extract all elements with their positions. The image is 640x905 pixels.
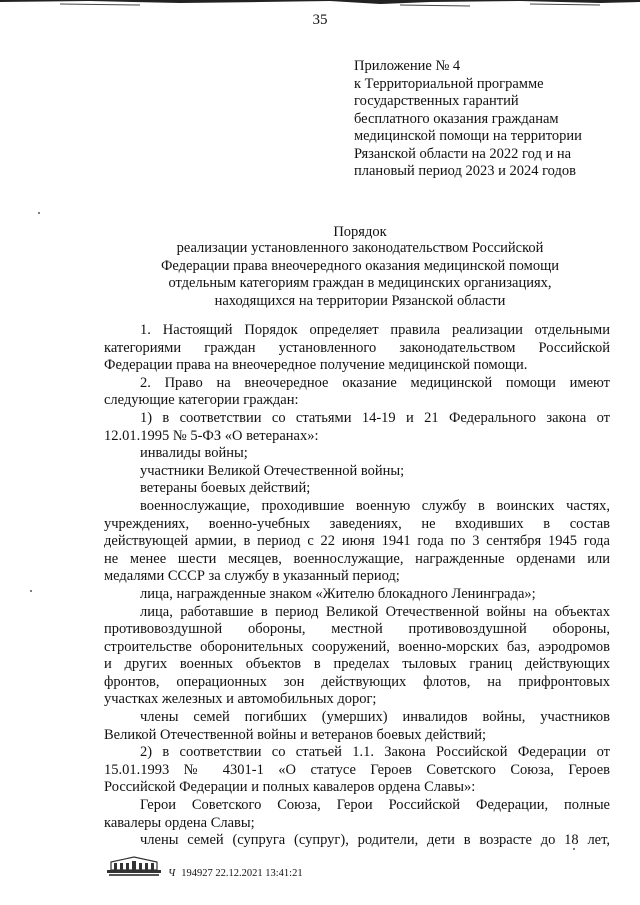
body-line: ветераны боевых действий; xyxy=(140,480,311,497)
order-subtitle-line: находящихся на территории Рязанской области xyxy=(214,292,506,309)
document-body xyxy=(104,322,610,850)
scan-speck xyxy=(30,590,32,592)
body-line: противовоздушной обороны, местной противовоздушной обороны, xyxy=(104,621,610,638)
appendix-line: плановый период 2023 и 2024 годов xyxy=(354,163,576,179)
scan-speck xyxy=(38,212,40,214)
body-line: члены семей погибших (умерших) инвалидов войны, участников xyxy=(140,709,610,726)
body-line: медалями СССР за службу в указанный период; xyxy=(104,568,400,585)
body-line: фронтов, операционных зон действующих флотов, на прифронтовых xyxy=(104,673,610,690)
body-line: учреждениях, военно-учебных заведениях, не входивших в состав xyxy=(104,515,610,532)
body-line: Герои Советского Союза, Герои Российской Федерации, полные xyxy=(140,797,610,814)
body-line: Федерации права на внеочередное получение медицинской помощи. xyxy=(104,357,528,374)
body-line: лица, работавшие в период Великой Отечественной войны на объектах xyxy=(140,603,610,620)
order-title: Порядок xyxy=(333,224,387,240)
body-line: 1. Настоящий Порядок определяет правила реализации отдельными xyxy=(140,322,610,338)
appendix-line: медицинской помощи на территории xyxy=(354,128,582,144)
order-subtitle xyxy=(0,240,640,310)
appendix-line: бесплатного оказания гражданам xyxy=(354,110,559,127)
body-line: категориями граждан установленного законодательством Российской xyxy=(104,339,610,356)
order-subtitle-line: Федерации права внеочередного оказания медицинской помощи xyxy=(160,257,560,274)
body-line: 15.01.1993 № 4301-1 «О статусе Героев Советского Союза, Героев xyxy=(104,761,610,778)
body-line: Российской Федерации и полных кавалеров ордена Славы»: xyxy=(104,779,476,796)
body-line: строительстве оборонительных сооружений, военно-морских баз, аэродромов xyxy=(104,638,610,655)
body-line: 2. Право на внеочередное оказание медицинской помощи имеют xyxy=(140,374,610,391)
registration-footer xyxy=(168,868,303,879)
body-line: действующей армии, в период с 22 июня 1941 года по 3 сентября 1945 года xyxy=(104,533,610,550)
appendix-header xyxy=(354,58,629,181)
appendix-line: Приложение № 4 xyxy=(354,58,461,74)
scan-speck xyxy=(573,848,575,850)
registry-stamp-icon xyxy=(105,855,163,877)
body-line: 12.01.1995 № 5-ФЗ «О ветеранах»: xyxy=(104,427,319,444)
order-subtitle-line: реализации установленного законодательством Российской xyxy=(176,240,544,256)
body-line: 1) в соответствии со статьями 14-19 и 21 Федерального закона от xyxy=(140,409,610,426)
body-line: и других военных объектов в пределах тыловых границ действующих xyxy=(104,656,610,673)
body-line: 2) в соответствии со статьей 1.1. Закона Российской Федерации от xyxy=(140,744,610,761)
appendix-line: к Территориальной программе xyxy=(354,75,544,92)
scan-top-edge xyxy=(0,0,640,9)
body-line: инвалиды войны; xyxy=(140,445,248,462)
body-line: участках железных и автомобильных дорог; xyxy=(104,691,377,708)
body-line: не менее шести месяцев, военнослужащие, награжденные орденами или xyxy=(104,550,610,567)
body-line: следующие категории граждан: xyxy=(104,392,299,409)
page-number: 35 xyxy=(312,12,328,28)
registration-mark: Ч xyxy=(168,868,176,879)
registration-number-datetime: 194927 22.12.2021 13:41:21 xyxy=(181,868,303,879)
body-line: Великой Отечественной войны и ветеранов боевых действий; xyxy=(104,726,486,743)
body-line: члены семей (супруга (супруг), родители, дети в возрасте до 18 лет, xyxy=(140,832,610,849)
order-subtitle-line: отдельным категориям граждан в медицинских организациях, xyxy=(168,275,552,291)
appendix-line: Рязанской области на 2022 год и на xyxy=(354,145,572,162)
body-line: кавалеры ордена Славы; xyxy=(104,814,255,831)
body-line: военнослужащие, проходившие военную службу в воинских частях, xyxy=(140,497,610,514)
body-line: лица, награжденные знаком «Жителю блокадного Ленинграда»; xyxy=(140,585,536,602)
appendix-line: государственных гарантий xyxy=(354,93,519,109)
body-line: участники Великой Отечественной войны; xyxy=(140,462,405,479)
